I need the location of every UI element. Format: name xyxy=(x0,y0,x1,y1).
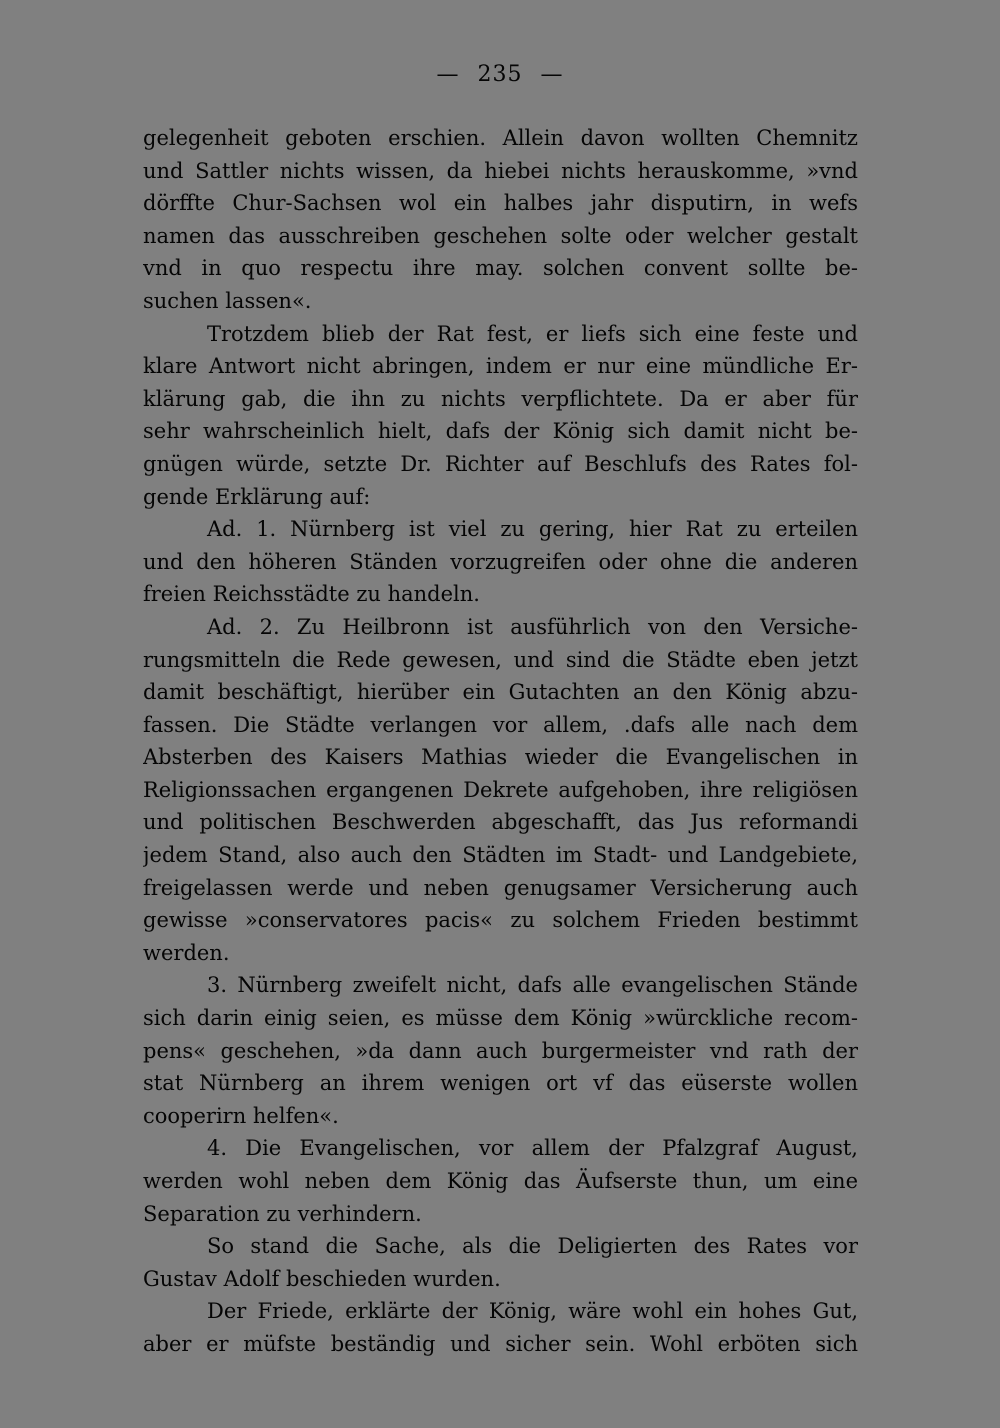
text-line: dörffte Chur-Sachsen wol ein halbes jahr disputirn, in wefs xyxy=(143,191,858,216)
text-line: suchen lassen«. xyxy=(143,288,312,313)
text-line: namen das ausschreiben geschehen solte oder welcher gestalt xyxy=(143,223,858,248)
text-line: klare Antwort nicht abringen, indem er nur eine mündliche Er- xyxy=(143,354,858,379)
text-line: Trotzdem blieb der Rat fest, er liefs sich eine feste und xyxy=(207,321,858,346)
text-line: Ad. 1. Nürnberg ist viel zu gering, hier Rat zu erteilen xyxy=(207,517,858,542)
text-line: werden. xyxy=(143,940,230,965)
text-line: Separation zu verhindern. xyxy=(143,1201,422,1226)
text-line: Religionssachen ergangenen Dekrete aufgehoben, ihre religiösen xyxy=(143,777,858,802)
body-text xyxy=(143,122,858,1361)
header-dash-right: — xyxy=(540,62,564,87)
text-line: stat Nürnberg an ihrem wenigen ort vf das eüserste wollen xyxy=(143,1071,858,1096)
text-line: aber er müfste beständig und sicher sein. Wohl erböten sich xyxy=(143,1331,858,1356)
page-header xyxy=(0,62,1000,87)
text-line: gnügen würde, setzte Dr. Richter auf Beschlufs des Rates fol- xyxy=(143,451,858,476)
text-line: Gustav Adolf beschieden wurden. xyxy=(143,1266,501,1291)
text-line: Der Friede, erklärte der König, wäre wohl ein hohes Gut, xyxy=(207,1299,858,1324)
text-line: 3. Nürnberg zweifelt nicht, dafs alle evangelischen Stände xyxy=(207,973,858,998)
text-line: und den höheren Ständen vorzugreifen oder ohne die anderen xyxy=(143,549,858,574)
text-line: und Sattler nichts wissen, da hiebei nichts herauskomme, »vnd xyxy=(143,158,858,183)
text-line: damit beschäftigt, hierüber ein Gutachten an den König abzu- xyxy=(143,680,858,705)
text-line: So stand die Sache, als die Deligierten des Rates vor xyxy=(207,1234,858,1259)
text-line: Ad. 2. Zu Heilbronn ist ausführlich von den Versiche- xyxy=(207,614,858,639)
text-line: werden wohl neben dem König das Äufserste thun, um eine xyxy=(143,1169,858,1193)
text-line: freigelassen werde und neben genugsamer Versicherung auch xyxy=(143,875,858,900)
text-line: rungsmitteln die Rede gewesen, und sind die Städte eben jetzt xyxy=(143,647,858,672)
text-line: vnd in quo respectu ihre may. solchen convent sollte be- xyxy=(143,256,858,281)
text-line: 4. Die Evangelischen, vor allem der Pfalzgraf August, xyxy=(207,1136,858,1161)
text-line: Absterben des Kaisers Mathias wieder die Evangelischen in xyxy=(143,745,858,770)
text-line: klärung gab, die ihn zu nichts verpflichtete. Da er aber für xyxy=(143,386,858,411)
text-line: pens« geschehen, »da dann auch burgermeister vnd rath der xyxy=(143,1038,858,1063)
text-line: und politischen Beschwerden abgeschafft, das Jus reformandi xyxy=(143,810,858,835)
page-number: 235 xyxy=(477,62,523,87)
text-line: fassen. Die Städte verlangen vor allem, .dafs alle nach dem xyxy=(143,712,858,737)
text-line: sich darin einig seien, es müsse dem König »würckliche recom- xyxy=(143,1006,858,1031)
text-line: jedem Stand, also auch den Städten im Stadt- und Landgebiete, xyxy=(143,843,858,868)
header-dash-left: — xyxy=(436,62,460,87)
text-line: gewisse »conservatores pacis« zu solchem Frieden bestimmt xyxy=(143,908,858,933)
text-line: cooperirn helfen«. xyxy=(143,1103,339,1128)
text-line: sehr wahrscheinlich hielt, dafs der König sich damit nicht be- xyxy=(143,419,858,444)
text-line: gelegenheit geboten erschien. Allein davon wollten Chemnitz xyxy=(143,126,858,150)
text-line: freien Reichsstädte zu handeln. xyxy=(143,582,480,607)
text-line: gende Erklärung auf: xyxy=(143,484,371,509)
